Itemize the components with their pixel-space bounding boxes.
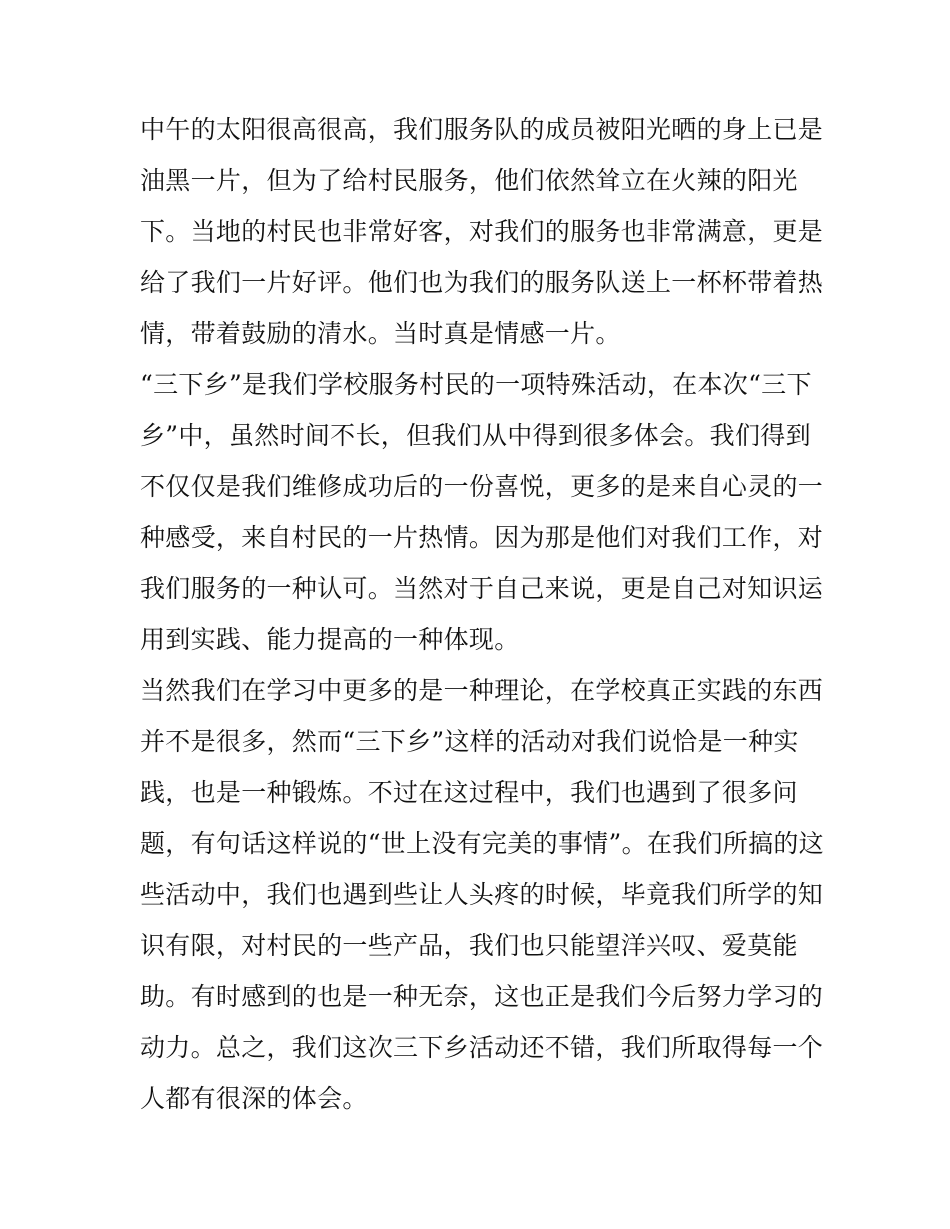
- paragraph-line: 用到实践、能力提高的一种体现。: [140, 625, 520, 654]
- paragraph-line: 当然我们在学习中更多的是一种理论，在学校真正实践的东西: [140, 676, 824, 705]
- paragraph-line: 中午的太阳很高很高，我们服务队的成员被阳光晒的身上已是: [140, 115, 824, 144]
- document-body: [140, 104, 824, 1124]
- paragraph-line: 些活动中，我们也遇到些让人头疼的时候，毕竟我们所学的知: [140, 880, 824, 909]
- paragraph-line: 识有限，对村民的一些产品，我们也只能望洋兴叹、爱莫能: [140, 931, 798, 960]
- paragraph-line: 下。当地的村民也非常好客，对我们的服务也非常满意，更是: [140, 217, 824, 246]
- paragraph-line: 助。有时感到的也是一种无奈，这也正是我们今后努力学习的: [140, 982, 824, 1011]
- paragraph-2: [140, 359, 824, 665]
- paragraph-line: 油黑一片，但为了给村民服务，他们依然耸立在火辣的阳光: [140, 166, 798, 195]
- paragraph-line: 乡”中，虽然时间不长，但我们从中得到很多体会。我们得到: [140, 421, 811, 450]
- paragraph-line: 践，也是一种锻炼。不过在这过程中，我们也遇到了很多问: [140, 778, 798, 807]
- paragraph-line: 不仅仅是我们维修成功后的一份喜悦，更多的是来自心灵的一: [140, 472, 824, 501]
- paragraph-line: 人都有很深的体会。: [140, 1084, 368, 1113]
- paragraph-line: 动力。总之，我们这次三下乡活动还不错，我们所取得每一个: [140, 1033, 824, 1062]
- paragraph-line: 我们服务的一种认可。当然对于自己来说，更是自己对知识运: [140, 574, 824, 603]
- paragraph-line: 题，有句话这样说的“世上没有完美的事情”。在我们所搞的这: [140, 829, 824, 858]
- paragraph-line: 并不是很多，然而“三下乡”这样的活动对我们说恰是一种实: [140, 727, 799, 756]
- paragraph-1: [140, 104, 824, 359]
- paragraph-line: 给了我们一片好评。他们也为我们的服务队送上一杯杯带着热: [140, 268, 824, 297]
- paragraph-line: 种感受，来自村民的一片热情。因为那是他们对我们工作，对: [140, 523, 824, 552]
- paragraph-line: “三下乡”是我们学校服务村民的一项特殊活动，在本次“三下: [140, 370, 812, 399]
- paragraph-3: [140, 665, 824, 1124]
- paragraph-line: 情，带着鼓励的清水。当时真是情感一片。: [140, 319, 621, 348]
